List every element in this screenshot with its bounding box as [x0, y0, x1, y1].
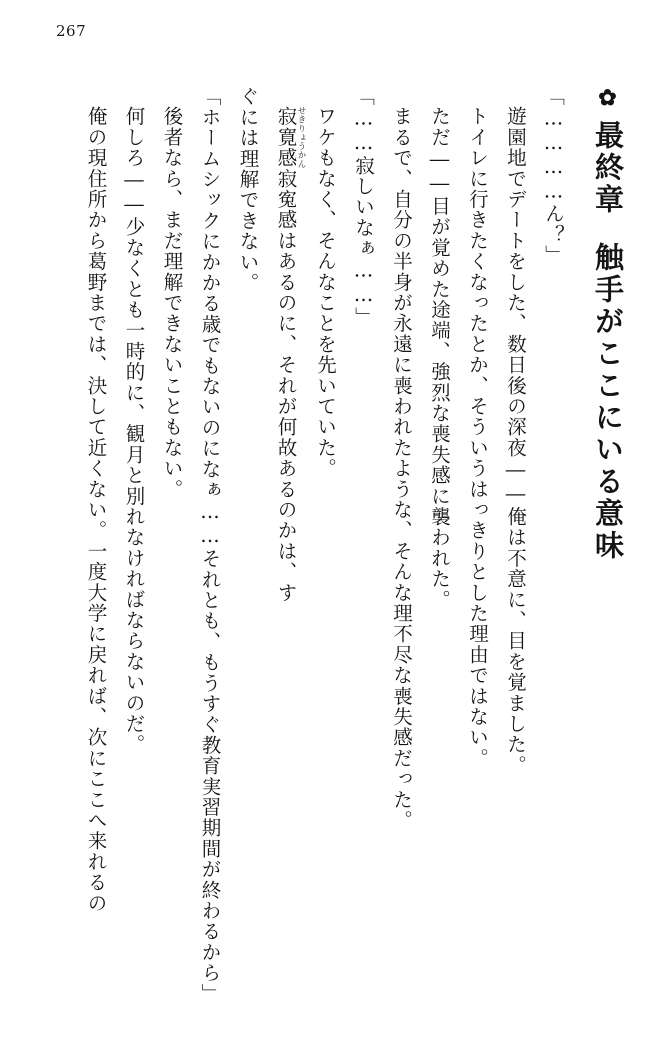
paragraph: 俺の現住所から葛野までは、決して近くない。一度大学に戻れば、次にここへ来れるの [84, 105, 108, 913]
paragraph: トイレに行きたくなったとか、そういうはっきりとした理由ではない。 [466, 105, 489, 768]
paragraph-with-ruby [267, 86, 307, 1016]
paragraph: ワケもなく、そんなことを先いていた。 [314, 105, 337, 479]
ruby-reading: せきりょうかん [296, 105, 306, 168]
paragraph: まるで、自分の半身が永遠に喪われたような、そんな理不尽な喪失感だった。 [390, 105, 413, 830]
ruby-annotation [274, 105, 306, 168]
page-number: 267 [56, 22, 87, 40]
paragraph: 遊園地でデートをした、数日後の深夜――俺は不意に、目を覚ました。 [504, 105, 527, 775]
paragraph: ぐには理解できない。 [236, 86, 260, 293]
chapter-title: 触手がここにいる意味 [591, 242, 625, 562]
paragraph: 「…………ん？」 [542, 86, 565, 266]
paragraph: 「ホームシックにかかる歳でもないのになぁ……それとも、もうすぐ教育実習期間が終わるから」 [198, 86, 222, 1004]
ruby-line-rest: 寂寃感はあるのに、それが何故あるのかは、す [274, 167, 298, 603]
paragraph: 何しろ――少なくとも一時的に、観月と別れなければならないのだ。 [122, 105, 146, 755]
chapter-heading [582, 86, 634, 562]
paragraph: ただ――目が覚めた途端、強烈な喪失感に襲われた。 [428, 105, 451, 610]
chapter-label: 最終章 [591, 120, 625, 216]
ruby-base: 寂寛感 [274, 105, 298, 168]
flower-ornament-icon: ✿ [595, 86, 621, 114]
paragraph: 後者なら、まだ理解できないこともない。 [160, 105, 184, 499]
paragraph: 「……寂しいなぁ……」 [352, 86, 375, 328]
vertical-text-body [34, 86, 634, 1016]
